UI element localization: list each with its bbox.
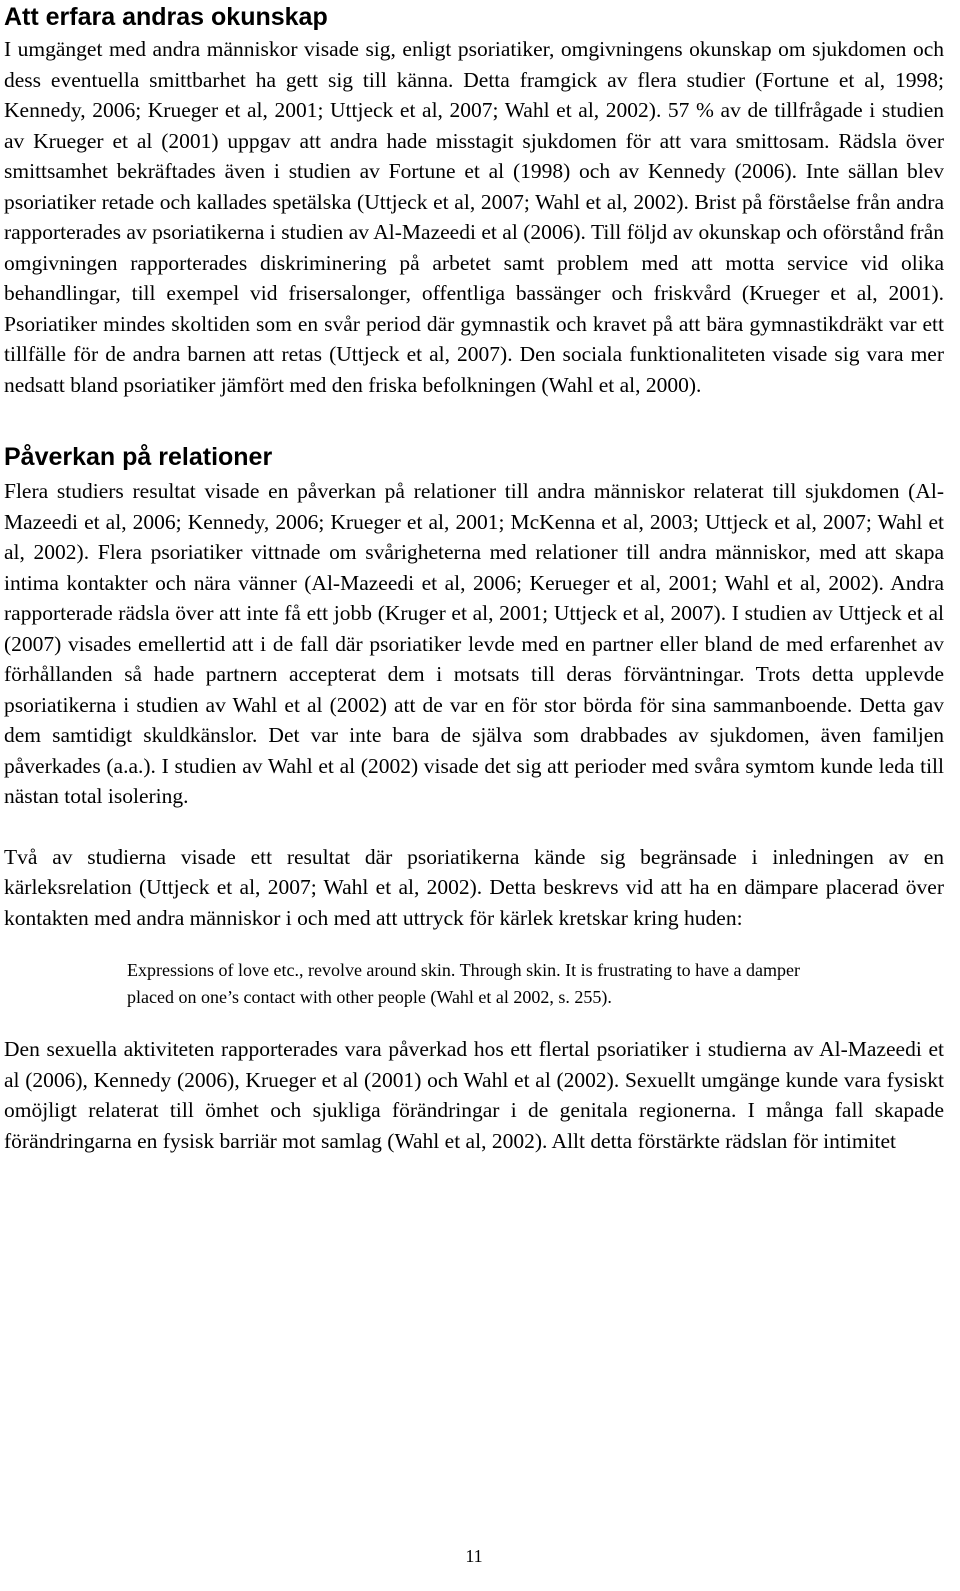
paragraph-okunskap: I umgänget med andra människor visade sig, enligt psoriatiker, omgivningens okunskap om sjukdomen och dess eventuella smittbarhet ha gett sig till känna. Detta framgick av flera studier (Fortune et al, 1998; Kennedy, 2006; Krueger et al, 2001; Uttjeck et al, 2007; Wahl et al, 2002). 57 % av de tillfrågade i studien av Krueger et al (2001) uppgav att andra hade misstagit sjukdomen för att vara smittosam. Rädsla över smittsamhet bekräftades även i studien av Fortune et al (1998) och av Kennedy (2006). Inte sällan blev psoriatiker retade och kallades spetälska (Uttjeck et al, 2007; Wahl et al, 2002). Brist på förståelse från andra rapporterades av psoriatikerna i studien av Al-Mazeedi et al (2006). Till följd av okunskap och oförstånd från omgivningen rapporterades diskriminering på arbetet samt problem med att motta service vid olika behandlingar, till exempel vid frisersalonger, offentliga bassänger och friskvård (Krueger et al, 2001). Psoriatiker mindes skoltiden som en svår period där gymnastik och kravet på att bära gymnastikdräkt var ett tillfälle för de andra barnen att retas (Uttjeck et al, 2007). Den sociala funktionaliteten visade sig vara mer nedsatt bland psoriatiker jämfört med den friska befolkningen (Wahl et al, 2000). bbox=[4, 37, 944, 397]
section-heading-okunskap: Att erfara andras okunskap bbox=[4, 3, 328, 31]
paragraph-relationer-1: Flera studiers resultat visade en påverkan på relationer till andra människor relaterat till sjukdomen (Al-Mazeedi et al, 2006; Kennedy, 2006; Krueger et al, 2001; McKenna et al, 2003; Uttjeck et al, 2007; Wahl et al, 2002). Flera psoriatiker vittnade om svårigheterna med relationer till andra människor, med att skapa intima kontakter och nära vänner (Al-Mazeedi et al, 2006; Kerueger et al, 2001; Wahl et al, 2002). Andra rapporterade rädsla över att inte få ett jobb (Kruger et al, 2001; Uttjeck et al, 2007). I studien av Uttjeck et al (2007) visades emellertid att i de fall där psoriatiker levde med en partner eller bland de med erfarenhet av förhållanden så hade partnern accepterat dem i motsats till deras förväntningar. Trots detta upplevde psoriatikerna i studien av Wahl et al (2002) att de var en för stor börda för sina sammanboende. Detta gav dem samtidigt skuldkänslor. Det var inte bara de själva som drabbades av sjukdomen, även familjen påverkades (a.a.). I studien av Wahl et al (2002) visade det sig att perioder med svåra symtom kunde leda till nästan total isolering. bbox=[4, 479, 944, 808]
paragraph-relationer-2: Två av studierna visade ett resultat där psoriatikerna kände sig begränsade i inledningen av en kärleksrelation (Uttjeck et al, 2007; Wahl et al, 2002). Detta beskrevs vid att ha en dämpare placerad över kontakten med andra människor i och med att uttryck för kärlek kretskar kring huden: bbox=[4, 844, 944, 930]
section-heading-relationer: Påverkan på relationer bbox=[4, 443, 273, 471]
document-page bbox=[4, 0, 944, 1156]
page-number: 11 bbox=[465, 1546, 483, 1566]
block-quote: Expressions of love etc., revolve around skin. Through skin. It is frustrating to have a damper placed on one’s contact with other people (Wahl et al 2002, s. 255). bbox=[127, 960, 801, 1007]
paragraph-relationer-3: Den sexuella aktiviteten rapporterades vara påverkad hos ett flertal psoriatiker i studierna av Al-Mazeedi et al (2006), Kennedy (2006), Krueger et al (2001) och Wahl et al (2002). Sexuellt umgänge kunde vara fysiskt omöjligt relaterat till ömhet och sjukliga förändringar i de genitala regionerna. I många fall skapade förändringarna en fysisk barriär mot samlag (Wahl et al, 2002). Allt detta förstärkte rädslan för intimitet bbox=[4, 1037, 944, 1153]
